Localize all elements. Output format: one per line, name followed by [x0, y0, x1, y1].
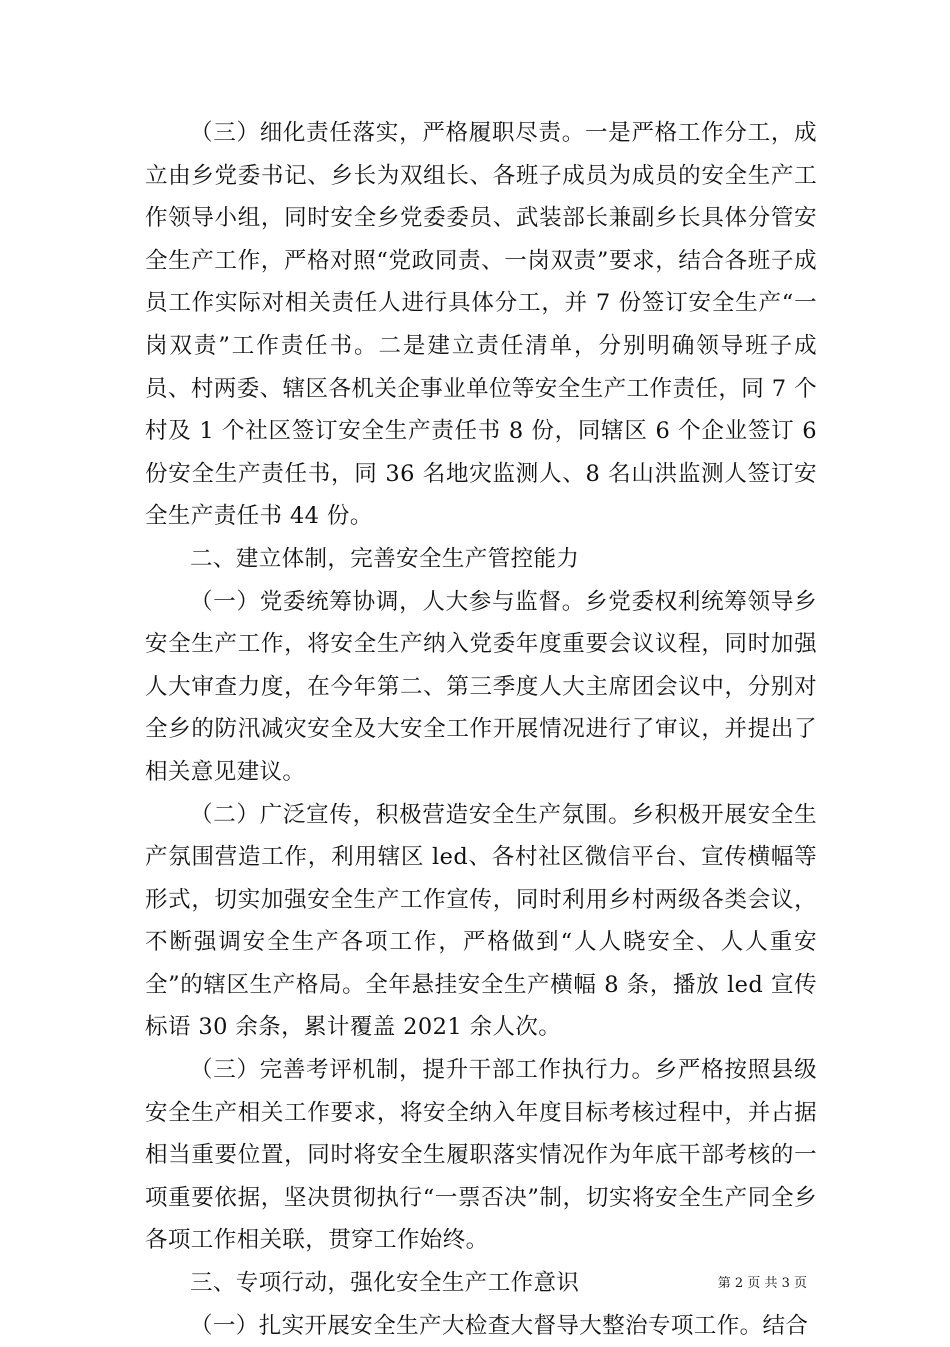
paragraph-publicity: （二）广泛宣传，积极营造安全生产氛围。乡积极开展安全生产氛围营造工作，利用辖区 led、各村社区微信平台、宣传横幅等形式，切实加强安全生产工作宣传，同时利用乡村两级各类会议，不断强调安全生产各项工作，严格做到“人人晓安全、人人重安全”的辖区生产格局。全年悬挂安全生产横幅 8 条，播放 led 宣传标语 30 余条，累计覆盖 2021 余人次。 — [145, 801, 817, 1041]
paragraph-inspection: （一）扎实开展安全生产大检查大督导大整治专项工作。结合 — [190, 1312, 809, 1339]
document-body — [145, 112, 817, 1347]
section-heading-2: 二、建立体制，完善安全生产管控能力 — [190, 545, 580, 572]
section-heading-3: 三、专项行动，强化安全生产工作意识 — [190, 1270, 580, 1297]
paragraph-party-coordination: （一）党委统筹协调，人大参与监督。乡党委权利统筹领导乡安全生产工作，将安全生产纳入党委年度重要会议议程，同时加强人大审查力度，在今年第二、第三季度人大主席团会议中，分别对全乡的防汛减灾安全及大安全工作开展情况进行了审议，并提出了相关意见建议。 — [145, 588, 817, 785]
paragraph-responsibility: （三）细化责任落实，严格履职尽责。一是严格工作分工，成立由乡党委书记、乡长为双组长、各班子成员为成员的安全生产工作领导小组，同时安全乡党委委员、武装部长兼副乡长具体分管安全生产工作，严格对照“党政同责、一岗双责”要求，结合各班子成员工作实际对相关责任人进行具体分工，并 7 份签订安全生产“一岗双责”工作责任书。二是建立责任清单，分别明确领导班子成员、村两委、辖区各机关企事业单位等安全生产工作责任，同 7 个村及 1 个社区签订安全生产责任书 8 份，同辖区 6 个企业签订 6 份安全生产责任书，同 36 名地灾监测人、8 名山洪监测人签订安全生产责任书 44 份。 — [145, 120, 817, 530]
page-number: 第 2 页 共 3 页 — [717, 1276, 807, 1291]
paragraph-evaluation: （三）完善考评机制，提升干部工作执行力。乡严格按照县级安全生产相关工作要求，将安全纳入年度目标考核过程中，并占据相当重要位置，同时将安全生履职落实情况作为年底干部考核的一项重要依据，坚决贯彻执行“一票否决”制，切实将安全生产同全乡各项工作相关联，贯穿工作始终。 — [145, 1057, 817, 1254]
